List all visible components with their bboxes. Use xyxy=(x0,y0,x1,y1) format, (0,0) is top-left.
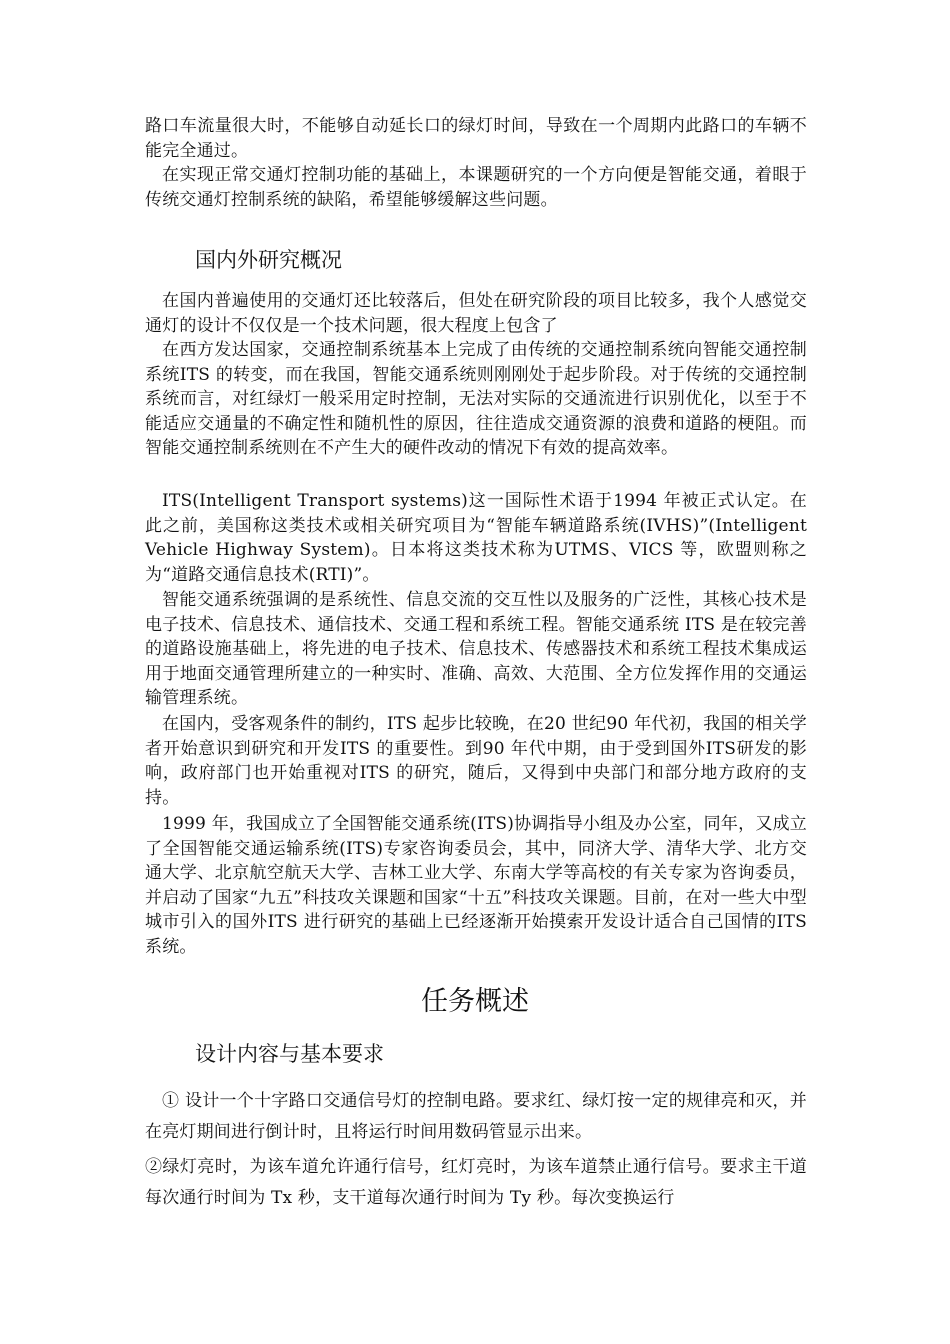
section-heading-task-overview: 任务概述 xyxy=(421,986,529,1017)
paragraph-its-domestic-history: 在国内，受客观条件的制约，ITS 起步比较晚，在20 世纪90 年代初，我国的相关学者开始意识到研究和开发ITS 的重要性。到90 年代中期，由于受到国外ITS研发的影响，政府部门也开始重视对ITS 的研究，随后，又得到中央部门和部分地方政府的支持。 xyxy=(145,714,807,808)
paragraph-domestic-status: 在国内普遍使用的交通灯还比较落后，但处在研究阶段的项目比较多，我个人感觉交通灯的设计不仅仅是一个技术问题，很大程度上包含了 xyxy=(145,291,807,336)
paragraph-requirement-2: ②绿灯亮时，为该车道允许通行信号，红灯亮时，为该车道禁止通行信号。要求主干道每次通行时间为 Tx 秒，支干道每次通行时间为 Ty 秒。每次变换运行 xyxy=(145,1157,807,1208)
section-heading-design-requirements: 设计内容与基本要求 xyxy=(195,1042,384,1066)
paragraph-its-1999: 1999 年，我国成立了全国智能交通系统(ITS)协调指导小组及办公室，同年，又成立了全国智能交通运输系统(ITS)专家咨询委员会，其中，同济大学、清华大学、北方交通大学、北京航空航天大学、吉林工业大学、东南大学等高校的有关专家为咨询委员，并启动了国家“九五”科技攻关课题和国家“十五”科技攻关课题。目前，在对一些大中型城市引入的国外ITS 进行研究的基础上已经逐渐开始摸索开发设计适合自己国情的ITS 系统。 xyxy=(145,814,807,957)
paragraph-intelligent-traffic-direction: 在实现正常交通灯控制功能的基础上，本课题研究的一个方向便是智能交通，着眼于传统交通灯控制系统的缺陷，希望能够缓解这些问题。 xyxy=(145,165,807,210)
paragraph-its-definition: ITS(Intelligent Transport systems)这一国际性术语于1994 年被正式认定。在此之前，美国称这类技术或相关研究项目为“智能车辆道路系统(IVHS)”(Intelligent Vehicle Highway System)。日本将这类技术称为UTMS、VICS 等，欧盟则称之为“道路交通信息技术(RTI)”。 xyxy=(145,491,807,585)
paragraph-traffic-flow: 路口车流量很大时，不能够自动延长口的绿灯时间，导致在一个周期内此路口的车辆不能完全通过。 xyxy=(145,116,807,161)
section-heading-research-overview: 国内外研究概况 xyxy=(195,248,342,272)
paragraph-its-core-technology: 智能交通系统强调的是系统性、信息交流的交互性以及服务的广泛性，其核心技术是电子技术、信息技术、通信技术、交通工程和系统工程。智能交通系统 ITS 是在较完善的道路设施基础上，将先进的电子技术、信息技术、传感器技术和系统工程技术集成运用于地面交通管理所建立的一种实时、准确、高效、大范围、全方位发挥作用的交通运输管理系统。 xyxy=(145,590,807,708)
paragraph-western-countries: 在西方发达国家，交通控制系统基本上完成了由传统的交通控制系统向智能交通控制系统ITS 的转变，而在我国，智能交通系统则刚刚处于起步阶段。对于传统的交通控制系统而言，对红绿灯一般采用定时控制，无法对实际的交通流进行识别优化，以至于不能适应交通量的不确定性和随机性的原因，往往造成交通资源的浪费和道路的梗阻。而智能交通控制系统则在不产生大的硬件改动的情况下有效的提高效率。 xyxy=(145,340,807,458)
paragraph-requirement-1: ① 设计一个十字路口交通信号灯的控制电路。要求红、绿灯按一定的规律亮和灭，并在亮灯期间进行倒计时，且将运行时间用数码管显示出来。 xyxy=(145,1091,807,1142)
